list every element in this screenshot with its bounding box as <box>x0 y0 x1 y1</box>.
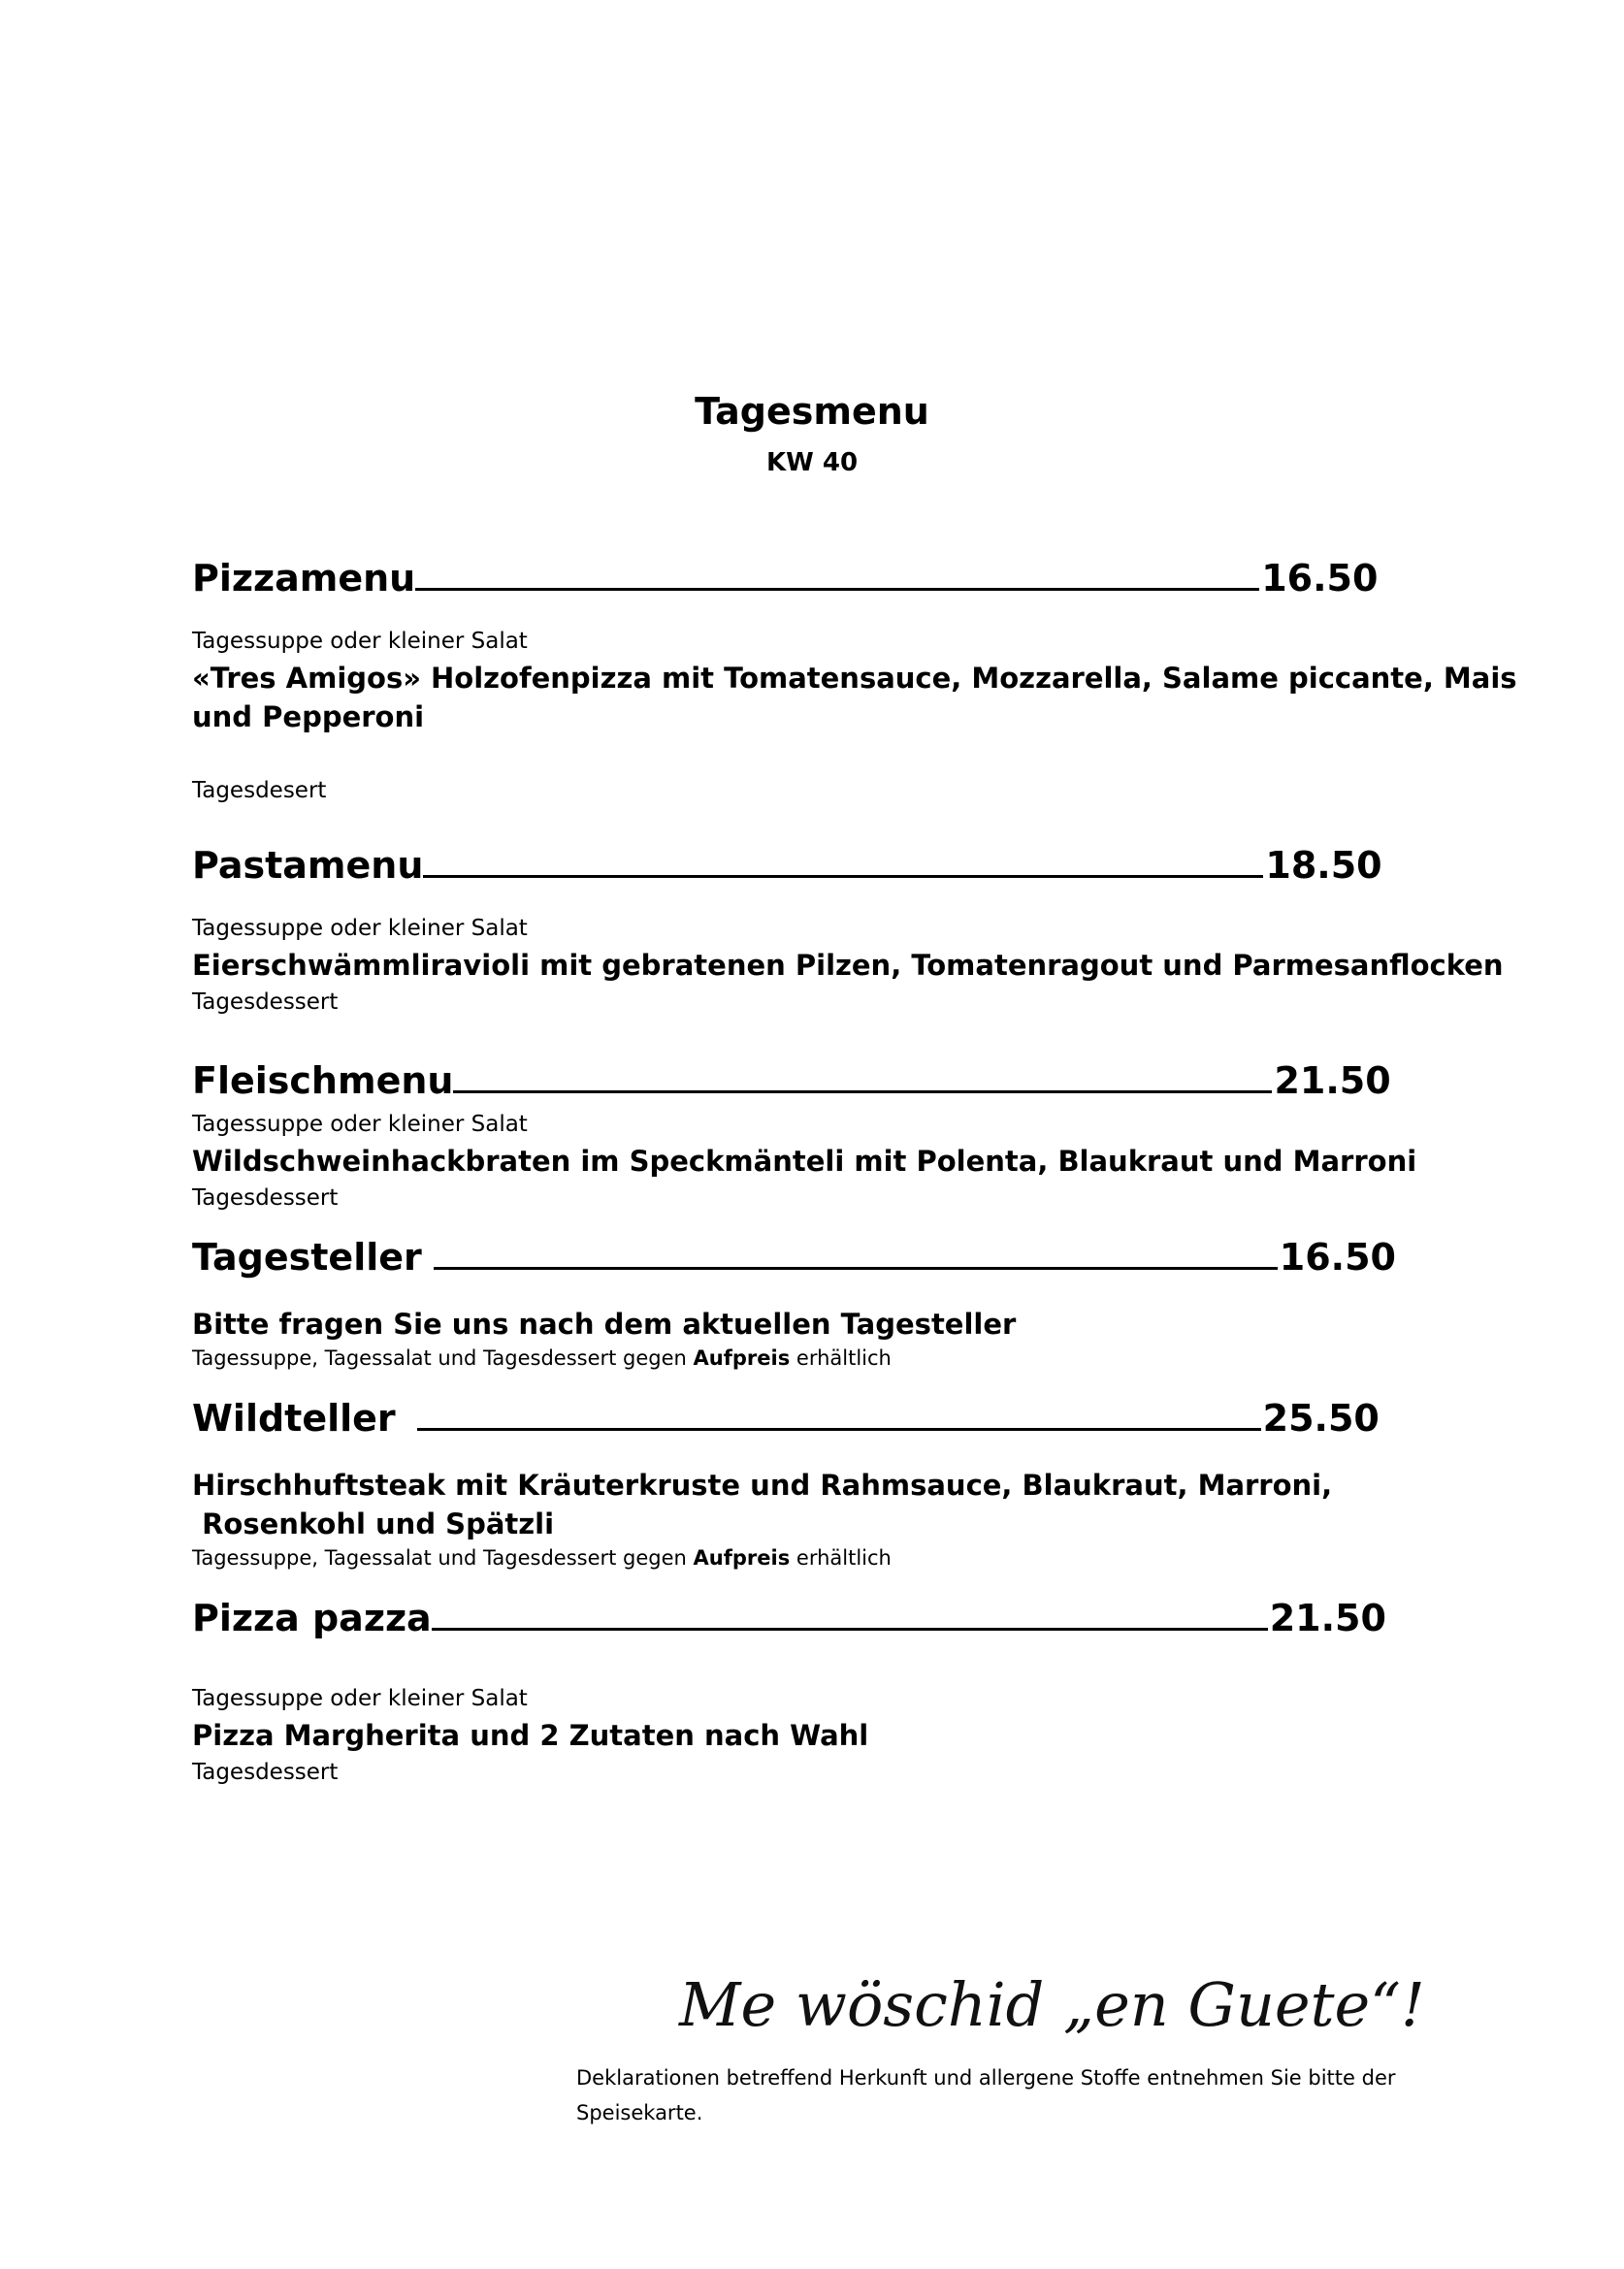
week-label: KW 40 <box>765 448 859 477</box>
menu-price: 18.50 <box>1265 844 1382 887</box>
leader-line <box>415 555 1259 591</box>
menu-main: Bitte fragen Sie uns nach dem aktuellen Tagesteller <box>192 1308 1017 1341</box>
declaration-line: Speisekarte. <box>576 2101 703 2124</box>
menu-price: 21.50 <box>1269 1597 1386 1639</box>
menu-main-cont: und Pepperoni <box>192 700 425 733</box>
menu-heading-pizzamenu <box>192 555 1378 600</box>
menu-dessert: Tagesdessert <box>192 1760 339 1785</box>
leader-line <box>432 1595 1268 1631</box>
menu-dessert: Tagesdessert <box>192 1185 339 1211</box>
page-title: Tagesmenu <box>695 390 929 433</box>
leader-line <box>453 1057 1272 1093</box>
signature-greeting <box>669 1938 1425 2064</box>
menu-heading-fleischmenu <box>192 1057 1391 1103</box>
menu-price: 25.50 <box>1262 1397 1380 1440</box>
leader-line <box>423 842 1263 878</box>
menu-dessert: Tagesdessert <box>192 989 339 1015</box>
menu-main: Eierschwämmliravioli mit gebratenen Pilzen, Tomatenragout und Parmesanflocken <box>192 949 1504 982</box>
menu-heading-wildteller <box>192 1395 1380 1441</box>
menu-price: 16.50 <box>1261 557 1379 600</box>
menu-name: Pizzamenu <box>192 557 416 600</box>
menu-main: Pizza Margherita und 2 Zutaten nach Wahl <box>192 1719 869 1752</box>
leader-line <box>417 1395 1261 1431</box>
signature-text: Me wöschid „en Guete“! <box>679 1969 1425 2040</box>
menu-name: Wildteller <box>192 1397 396 1440</box>
menu-main-cont: Rosenkohl und Spätzli <box>192 1507 555 1540</box>
menu-note: Tagessuppe, Tagessalat und Tagesdessert gegen Aufpreis erhältlich <box>192 1546 892 1570</box>
leader-line <box>434 1234 1278 1270</box>
menu-name: Fleischmenu <box>192 1059 454 1102</box>
menu-heading-pizza-pazza <box>192 1595 1386 1640</box>
menu-price: 21.50 <box>1274 1059 1391 1102</box>
menu-main: Hirschhuftsteak mit Kräuterkruste und Rahmsauce, Blaukraut, Marroni, <box>192 1469 1333 1502</box>
menu-starter: Tagessuppe oder kleiner Salat <box>192 629 528 654</box>
declaration-note <box>576 2060 1411 2130</box>
menu-note: Tagessuppe, Tagessalat und Tagesdessert gegen Aufpreis erhältlich <box>192 1346 892 1370</box>
menu-name: Pastamenu <box>192 844 424 887</box>
menu-dessert: Tagesdesert <box>192 778 327 803</box>
menu-heading-pastamenu <box>192 842 1382 888</box>
menu-starter: Tagessuppe oder kleiner Salat <box>192 916 528 941</box>
menu-starter: Tagessuppe oder kleiner Salat <box>192 1112 528 1137</box>
menu-name: Pizza pazza <box>192 1597 432 1639</box>
menu-price: 16.50 <box>1279 1236 1396 1279</box>
menu-main: Wildschweinhackbraten im Speckmänteli mit Polenta, Blaukraut und Marroni <box>192 1145 1417 1178</box>
menu-heading-tagesteller <box>192 1234 1396 1280</box>
menu-starter: Tagessuppe oder kleiner Salat <box>192 1686 528 1711</box>
menu-main: «Tres Amigos» Holzofenpizza mit Tomatensauce, Mozzarella, Salame piccante, Mais <box>192 662 1517 695</box>
menu-name: Tagesteller <box>192 1236 422 1279</box>
declaration-line: Deklarationen betreffend Herkunft und allergene Stoffe entnehmen Sie bitte der <box>576 2066 1396 2090</box>
